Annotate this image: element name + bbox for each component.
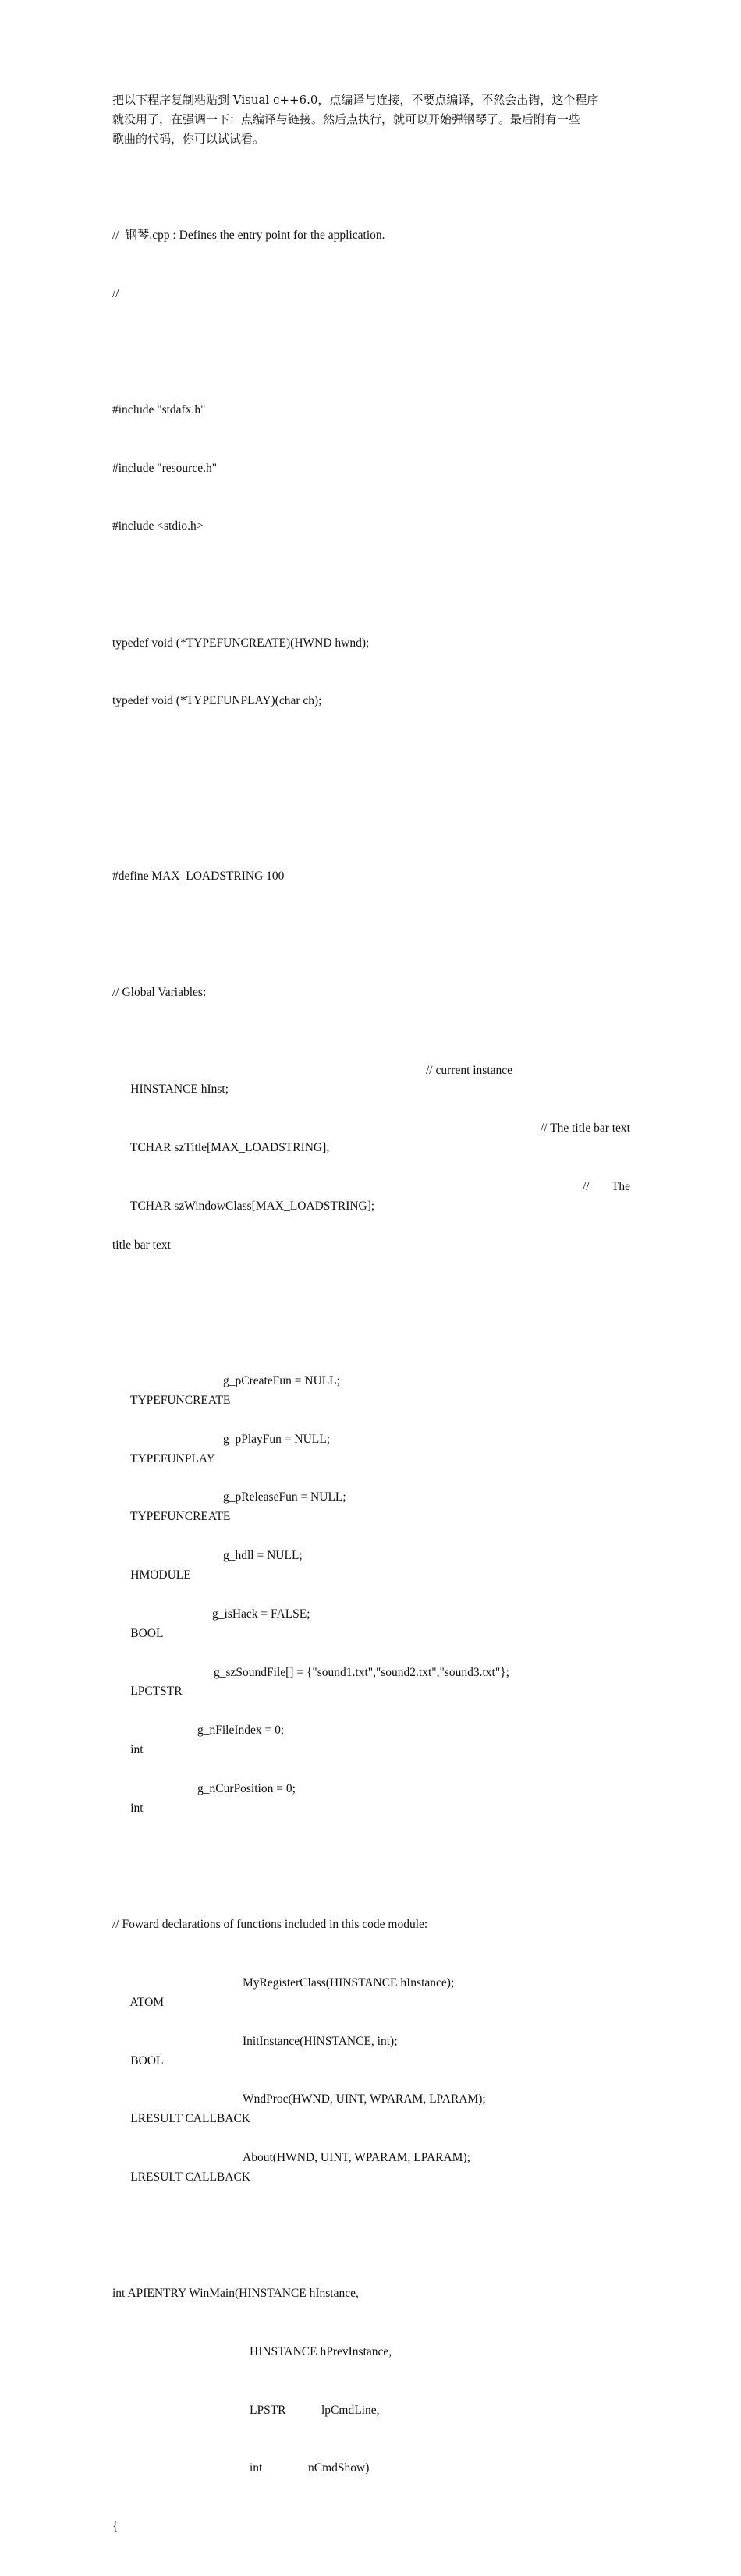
code-line: title bar text bbox=[112, 1238, 171, 1252]
blank-line bbox=[112, 750, 630, 770]
code-line: { bbox=[112, 2520, 119, 2534]
var-decl: g_isHack = FALSE; bbox=[212, 1607, 310, 1621]
blank-line bbox=[112, 576, 630, 595]
code-line bbox=[112, 2459, 630, 2479]
decl-sig: WndProc(HWND, UINT, WPARAM, LPARAM); bbox=[243, 2092, 486, 2107]
code-line bbox=[112, 2401, 630, 2421]
code-line bbox=[112, 1488, 630, 1524]
var-decl: g_pCreateFun = NULL; bbox=[223, 1373, 340, 1387]
blank-line bbox=[112, 342, 630, 362]
decl-type: LRESULT CALLBACK bbox=[130, 2170, 250, 2184]
var-type: int bbox=[130, 1743, 144, 1757]
code-line bbox=[112, 1664, 630, 1699]
param: HINSTANCE hPrevInstance, bbox=[250, 2345, 392, 2359]
code-line bbox=[112, 1119, 630, 1155]
code-line: typedef void (*TYPEFUNCREATE)(HWND hwnd); bbox=[112, 636, 370, 650]
code-line: // Foward declarations of functions included in this code module: bbox=[112, 1918, 428, 1932]
code-line bbox=[112, 1178, 630, 1213]
code-line bbox=[112, 1430, 630, 1465]
code-line bbox=[112, 2149, 630, 2184]
code-line: #include <stdio.h> bbox=[112, 519, 204, 533]
code-comment: The bbox=[611, 1179, 630, 1193]
code-line bbox=[112, 1605, 630, 1640]
code-line: #include "resource.h" bbox=[112, 461, 218, 475]
decl-type: BOOL bbox=[130, 2053, 164, 2068]
var-decl: g_nFileIndex = 0; bbox=[197, 1724, 285, 1738]
var-decl: g_pReleaseFun = NULL; bbox=[223, 1490, 346, 1504]
decl-type: LRESULT CALLBACK bbox=[130, 2112, 250, 2126]
var-type: TYPEFUNCREATE bbox=[129, 1393, 231, 1407]
code-listing bbox=[112, 187, 630, 2576]
decl-sig: About(HWND, UINT, WPARAM, LPARAM); bbox=[243, 2151, 470, 2165]
param-name: nCmdShow) bbox=[308, 2461, 370, 2475]
decl-sig: MyRegisterClass(HINSTANCE hInstance); bbox=[243, 1975, 455, 1990]
var-decl: g_szSoundFile[] = {"sound1.txt","sound2.txt","sound3.txt"}; bbox=[214, 1665, 509, 1679]
code-comment: // current instance bbox=[426, 1063, 513, 1077]
param-type: LPSTR bbox=[250, 2403, 286, 2417]
code-line: #define MAX_LOADSTRING 100 bbox=[112, 869, 285, 883]
blank-line bbox=[112, 1838, 630, 1858]
code-line bbox=[112, 1721, 630, 1757]
var-type: TYPEFUNCREATE bbox=[129, 1510, 231, 1524]
code-line: typedef void (*TYPEFUNPLAY)(char ch); bbox=[112, 694, 322, 708]
code-line bbox=[112, 1372, 630, 1407]
var-type: BOOL bbox=[130, 1626, 164, 1640]
code-line bbox=[112, 2090, 630, 2126]
code-line: // 钢琴.cpp : Defines the entry point for the application. bbox=[112, 228, 385, 242]
param-type: int bbox=[250, 2461, 263, 2475]
code-line: int APIENTRY WinMain(HINSTANCE hInstance, bbox=[112, 2287, 359, 2301]
param-name: lpCmdLine, bbox=[321, 2403, 380, 2417]
code-line: // bbox=[112, 286, 119, 300]
var-type: TYPEFUNPLAY bbox=[129, 1451, 215, 1465]
intro-line: 把以下程序复制粘贴到 Visual c++6.0，点编译与连接，不要点编译，不然会出错，这个程序 bbox=[112, 93, 599, 107]
decl-sig: InitInstance(HINSTANCE, int); bbox=[243, 2034, 398, 2048]
blank-line bbox=[112, 1294, 630, 1313]
var-decl: g_pPlayFun = NULL; bbox=[223, 1432, 331, 1446]
var-type: LPCTSTR bbox=[130, 1685, 183, 1699]
code-decl: TCHAR szTitle[MAX_LOADSTRING]; bbox=[129, 1141, 330, 1155]
code-comment: // The title bar text bbox=[540, 1121, 630, 1136]
code-line bbox=[112, 2343, 630, 2362]
code-line bbox=[112, 1974, 630, 2009]
code-decl: HINSTANCE hInst; bbox=[130, 1082, 229, 1097]
code-line bbox=[112, 1780, 630, 1815]
intro-paragraph bbox=[112, 90, 630, 149]
var-decl: g_hdll = NULL; bbox=[223, 1549, 303, 1563]
code-line bbox=[112, 1061, 630, 1097]
blank-line bbox=[112, 925, 630, 944]
blank-line bbox=[112, 2207, 630, 2227]
code-decl: TCHAR szWindowClass[MAX_LOADSTRING]; bbox=[129, 1199, 375, 1213]
code-line: // Global Variables: bbox=[112, 985, 207, 999]
code-comment: // bbox=[583, 1179, 590, 1193]
intro-line: 就没用了，在强调一下：点编译与链接。然后点执行，就可以开始弹钢琴了。最后附有一些 bbox=[112, 112, 581, 126]
intro-line: 歌曲的代码，你可以试试看。 bbox=[112, 132, 265, 146]
var-type: HMODULE bbox=[130, 1568, 191, 1582]
code-line bbox=[112, 2032, 630, 2068]
code-line: #include "stdafx.h" bbox=[112, 402, 206, 416]
decl-type: ATOM bbox=[129, 1995, 165, 2009]
var-decl: g_nCurPosition = 0; bbox=[197, 1781, 296, 1795]
var-type: int bbox=[130, 1801, 144, 1815]
code-line bbox=[112, 1547, 630, 1582]
blank-line bbox=[112, 809, 630, 828]
